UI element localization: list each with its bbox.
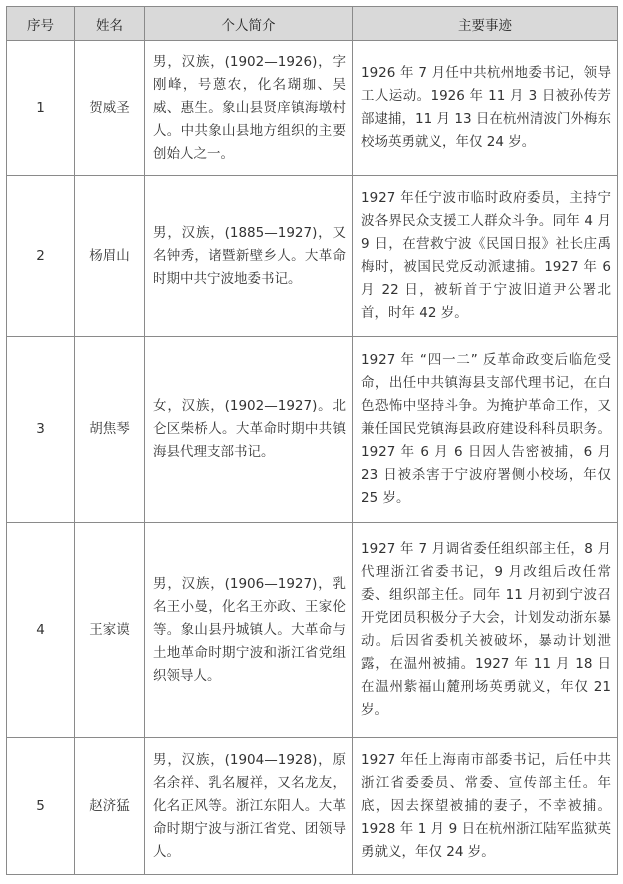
row-bio: 男，汉族，(1885—1927)，又名钟秀，诸暨新壁乡人。大革命时期中共宁波地委书记。: [145, 176, 353, 337]
row-bio: 女，汉族，(1902—1927)。北仑区柴桥人。大革命时期中共镇海县代理支部书记。: [145, 337, 353, 523]
table-row: [7, 738, 618, 875]
martyrs-table: [6, 6, 618, 875]
header-name: 姓名: [75, 7, 145, 41]
row-name: 王家谟: [75, 523, 145, 738]
header-deeds: 主要事迹: [353, 7, 618, 41]
header-bio: 个人简介: [145, 7, 353, 41]
row-name: 贺威圣: [75, 41, 145, 176]
row-name: 赵济猛: [75, 738, 145, 875]
table-row: [7, 176, 618, 337]
row-index: 5: [7, 738, 75, 875]
row-name: 杨眉山: [75, 176, 145, 337]
table-row: [7, 337, 618, 523]
table-container: [6, 6, 618, 875]
row-deeds: 1927 年任宁波市临时政府委员，主持宁波各界民众支援工人群众斗争。同年 4 月 9 日，在营救宁波《民国日报》社长庄禹梅时，被国民党反动派逮捕。1927 年 6 月 22 日，被斩首于宁波旧道尹公署北首，时年 42 岁。: [353, 176, 618, 337]
table-row: [7, 41, 618, 176]
row-name: 胡焦琴: [75, 337, 145, 523]
row-deeds: 1927 年 “四一二” 反革命政变后临危受命，出任中共镇海县支部代理书记，在白色恐怖中坚持斗争。为掩护革命工作，又兼任国民党镇海县政府建设科科员职务。1927 年 6 月 6 日因人告密被捕，6 月 23 日被杀害于宁波府署侧小校场，年仅 25 岁。: [353, 337, 618, 523]
row-bio: 男，汉族，(1906—1927)，乳名王小曼，化名王亦政、王家伦等。象山县丹城镇人。大革命与土地革命时期宁波和浙江省党组织领导人。: [145, 523, 353, 738]
row-deeds: 1926 年 7 月任中共杭州地委书记，领导工人运动。1926 年 11 月 3 日被孙传芳部逮捕，11 月 13 日在杭州清波门外梅东校场英勇就义，年仅 24 岁。: [353, 41, 618, 176]
row-bio: 男，汉族，(1902—1926)，字刚峰，号蒽农，化名瑚珈、吴威、惠生。象山县贤庠镇海墩村人。中共象山县地方组织的主要创始人之一。: [145, 41, 353, 176]
row-bio: 男，汉族，(1904—1928)，原名余祥、乳名履祥，又名龙友，化名正风等。浙江东阳人。大革命时期宁波与浙江省党、团领导人。: [145, 738, 353, 875]
row-deeds: 1927 年任上海南市部委书记，后任中共浙江省委委员、常委、宣传部主任。年底，因去探望被捕的妻子，不幸被捕。1928 年 1 月 9 日在杭州浙江陆军监狱英勇就义，年仅 24 岁。: [353, 738, 618, 875]
header-index: 序号: [7, 7, 75, 41]
row-index: 2: [7, 176, 75, 337]
row-index: 4: [7, 523, 75, 738]
header-row: [7, 7, 618, 41]
row-deeds: 1927 年 7 月调省委任组织部主任，8 月代理浙江省委书记，9 月改组后改任常委、组织部主任。同年 11 月初到宁波召开党团员积极分子大会，计划发动浙东暴动。后因省委机关被破坏，暴动计划泄露，在温州被捕。1927 年 11 月 18 日在温州紫福山麓刑场英勇就义，年仅 21 岁。: [353, 523, 618, 738]
row-index: 1: [7, 41, 75, 176]
row-index: 3: [7, 337, 75, 523]
table-row: [7, 523, 618, 738]
